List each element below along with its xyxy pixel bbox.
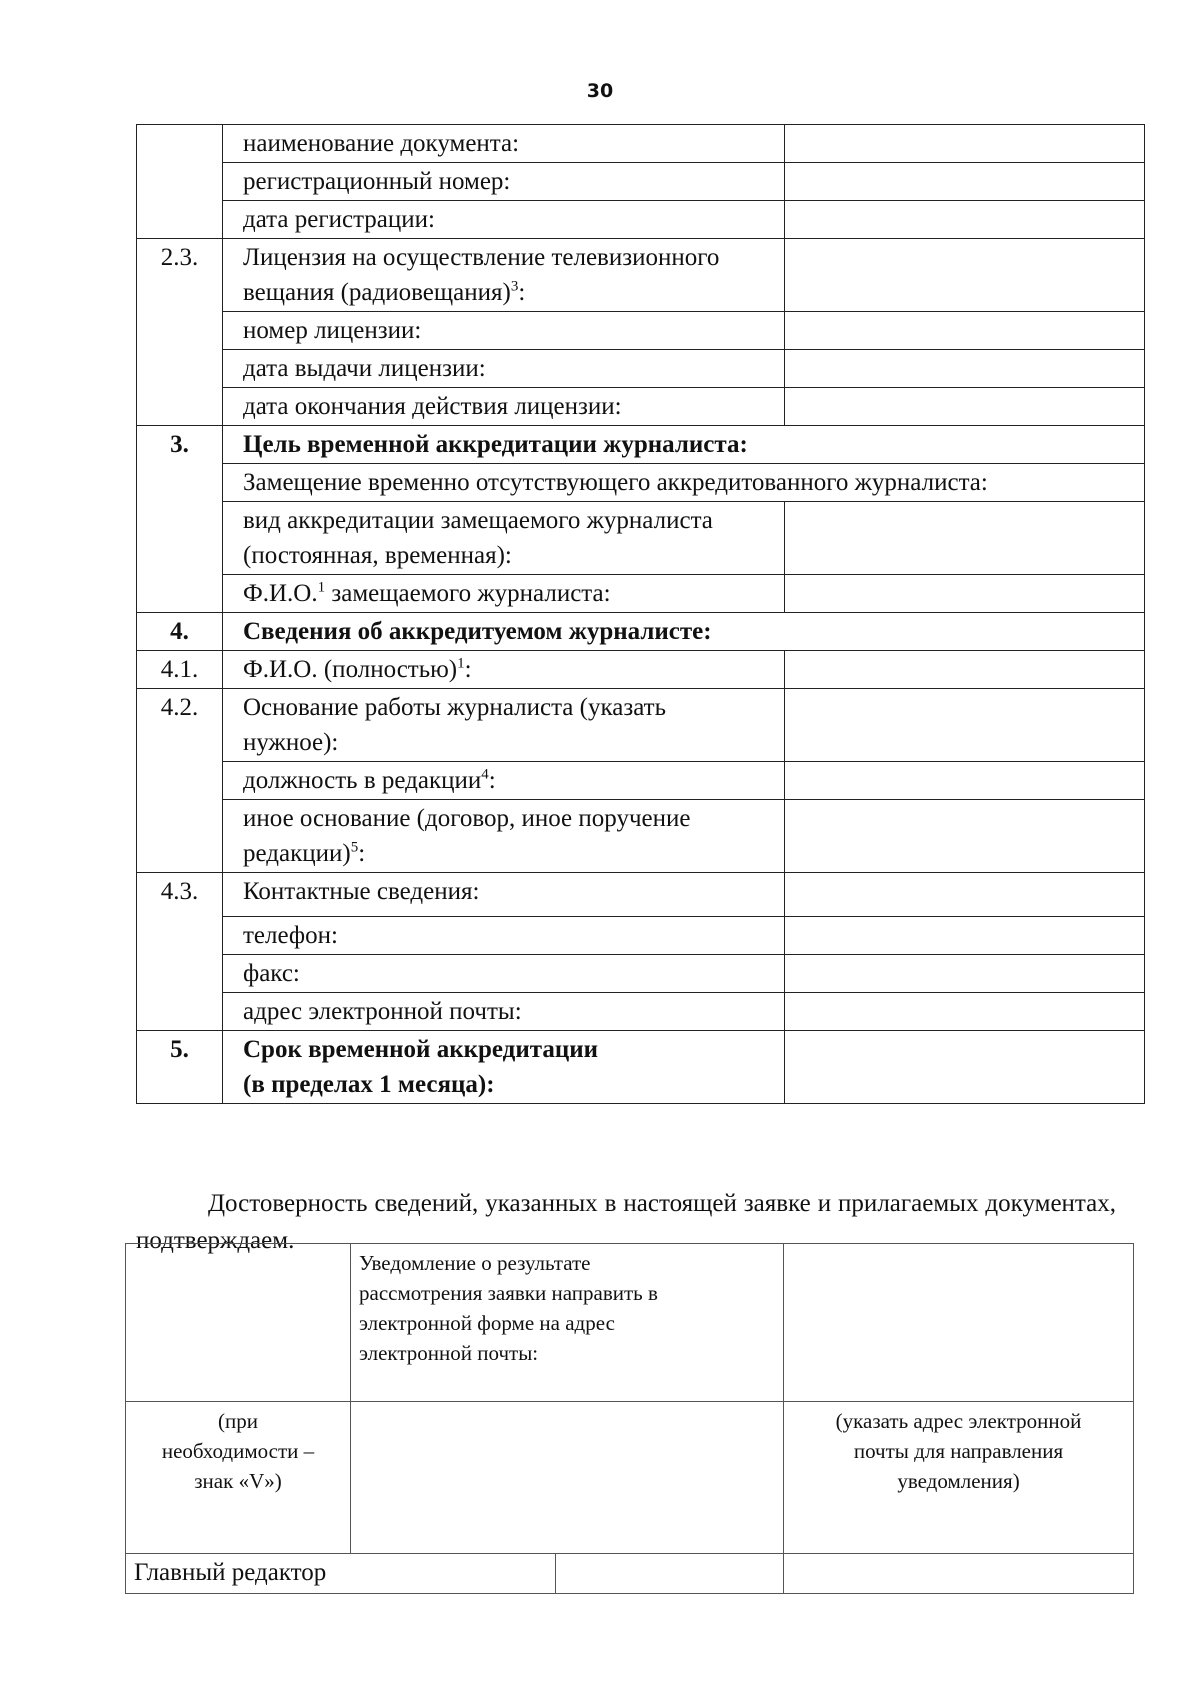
license-value[interactable]	[785, 239, 1145, 312]
row-term	[137, 1031, 1145, 1104]
application-form-table	[136, 124, 1145, 1104]
row-contacts	[137, 873, 1145, 917]
fio-full-value[interactable]	[785, 651, 1145, 689]
row-number-cell	[137, 125, 223, 163]
row-journalist-info	[137, 613, 1145, 651]
term-value[interactable]	[785, 1031, 1145, 1104]
row-number-cell	[137, 201, 223, 239]
row-license-number	[137, 312, 1145, 350]
license-issue-label: дата выдачи лицензии:	[223, 350, 785, 388]
row-email	[137, 993, 1145, 1031]
row-number: 4.3.	[137, 873, 223, 917]
row-number-cell	[137, 762, 223, 800]
row-reg-number	[137, 163, 1145, 201]
license-end-value[interactable]	[785, 388, 1145, 426]
fax-label: факс:	[223, 955, 785, 993]
row-number-cell	[137, 388, 223, 426]
row-position	[137, 762, 1145, 800]
row-replacement	[137, 464, 1145, 502]
row-number: 5.	[137, 1031, 223, 1104]
license-end-label: дата окончания действия лицензии:	[223, 388, 785, 426]
row-goal	[137, 426, 1145, 464]
page-number: 30	[586, 80, 614, 102]
contacts-label: Контактные сведения:	[223, 873, 785, 917]
goal-heading: Цель временной аккредитации журналиста:	[223, 426, 1145, 464]
fio-replaced-label: Ф.И.О.$^1$ замещаемого журналиста:	[223, 575, 785, 613]
replacement-label: Замещение временно отсутствующего аккредитованного журналиста:	[223, 464, 1145, 502]
row-doc-name	[137, 125, 1145, 163]
journalist-info-heading: Сведения об аккредитуемом журналисте:	[223, 613, 1145, 651]
row-fax	[137, 955, 1145, 993]
row-number-cell	[137, 163, 223, 201]
reg-number-value[interactable]	[785, 163, 1145, 201]
signature-row	[126, 1554, 1134, 1594]
signature-field[interactable]	[556, 1554, 784, 1594]
row-number: 2.3.	[137, 239, 223, 312]
notification-row	[126, 1244, 1134, 1402]
notification-checkbox-top	[126, 1244, 351, 1402]
doc-name-label: наименование документа:	[223, 125, 785, 163]
email-value[interactable]	[785, 993, 1145, 1031]
row-number: 3.	[137, 426, 223, 464]
notification-blank	[351, 1402, 784, 1554]
accr-type-label: вид аккредитации замещаемого журналиста (постоянная, временная):	[223, 502, 785, 575]
row-reg-date	[137, 201, 1145, 239]
row-number-cell	[137, 502, 223, 575]
license-label: Лицензия на осуществление телевизионного вещания (радиовещания)$^3$:	[223, 239, 785, 312]
notification-email-field[interactable]: (указать адрес электронной почты для направления уведомления)	[784, 1402, 1134, 1554]
row-number-cell	[137, 312, 223, 350]
row-license	[137, 239, 1145, 312]
work-basis-label: Основание работы журналиста (указать нужное):	[223, 689, 785, 762]
fio-replaced-value[interactable]	[785, 575, 1145, 613]
name-field[interactable]	[784, 1554, 1134, 1594]
row-number: 4.2.	[137, 689, 223, 762]
fax-value[interactable]	[785, 955, 1145, 993]
phone-value[interactable]	[785, 917, 1145, 955]
doc-name-value[interactable]	[785, 125, 1145, 163]
accr-type-value[interactable]	[785, 502, 1145, 575]
other-basis-label: иное основание (договор, иное поручение редакции)$^5$:	[223, 800, 785, 873]
row-number-cell	[137, 575, 223, 613]
reg-number-label: регистрационный номер:	[223, 163, 785, 201]
position-value[interactable]	[785, 762, 1145, 800]
row-work-basis	[137, 689, 1145, 762]
email-label: адрес электронной почты:	[223, 993, 785, 1031]
row-number-cell	[137, 917, 223, 955]
position-label: должность в редакции$^4$:	[223, 762, 785, 800]
row-phone	[137, 917, 1145, 955]
reg-date-value[interactable]	[785, 201, 1145, 239]
row-number-cell	[137, 800, 223, 873]
notification-signature-table	[125, 1243, 1134, 1594]
row-fio-full	[137, 651, 1145, 689]
license-number-value[interactable]	[785, 312, 1145, 350]
row-accr-type	[137, 502, 1145, 575]
reg-date-label: дата регистрации:	[223, 201, 785, 239]
notification-text: Уведомление о результате рассмотрения заявки направить в электронной форме на адрес электронной почты:	[351, 1244, 784, 1402]
row-number-cell	[137, 993, 223, 1031]
notification-checkbox[interactable]: (при необходимости – знак «V»)	[126, 1402, 351, 1554]
term-label: Срок временной аккредитации (в пределах 1 месяца):	[223, 1031, 785, 1104]
row-license-issue	[137, 350, 1145, 388]
fio-full-label: Ф.И.О. (полностью)$^1$:	[223, 651, 785, 689]
license-issue-value[interactable]	[785, 350, 1145, 388]
row-number-cell	[137, 350, 223, 388]
row-other-basis	[137, 800, 1145, 873]
notification-email-top	[784, 1244, 1134, 1402]
row-number: 4.1.	[137, 651, 223, 689]
confirmation-statement: Достоверность сведений, указанных в настоящей заявке и прилагаемых документах, подтверждаем.	[136, 1190, 1116, 1254]
phone-label: телефон:	[223, 917, 785, 955]
row-number-cell	[137, 955, 223, 993]
other-basis-value[interactable]	[785, 800, 1145, 873]
work-basis-value[interactable]	[785, 689, 1145, 762]
contacts-value[interactable]	[785, 873, 1145, 917]
row-license-end	[137, 388, 1145, 426]
license-number-label: номер лицензии:	[223, 312, 785, 350]
row-number-cell	[137, 464, 223, 502]
notification-hint-row	[126, 1402, 1134, 1554]
chief-editor-label: Главный редактор	[126, 1554, 556, 1594]
row-number: 4.	[137, 613, 223, 651]
row-fio-replaced	[137, 575, 1145, 613]
